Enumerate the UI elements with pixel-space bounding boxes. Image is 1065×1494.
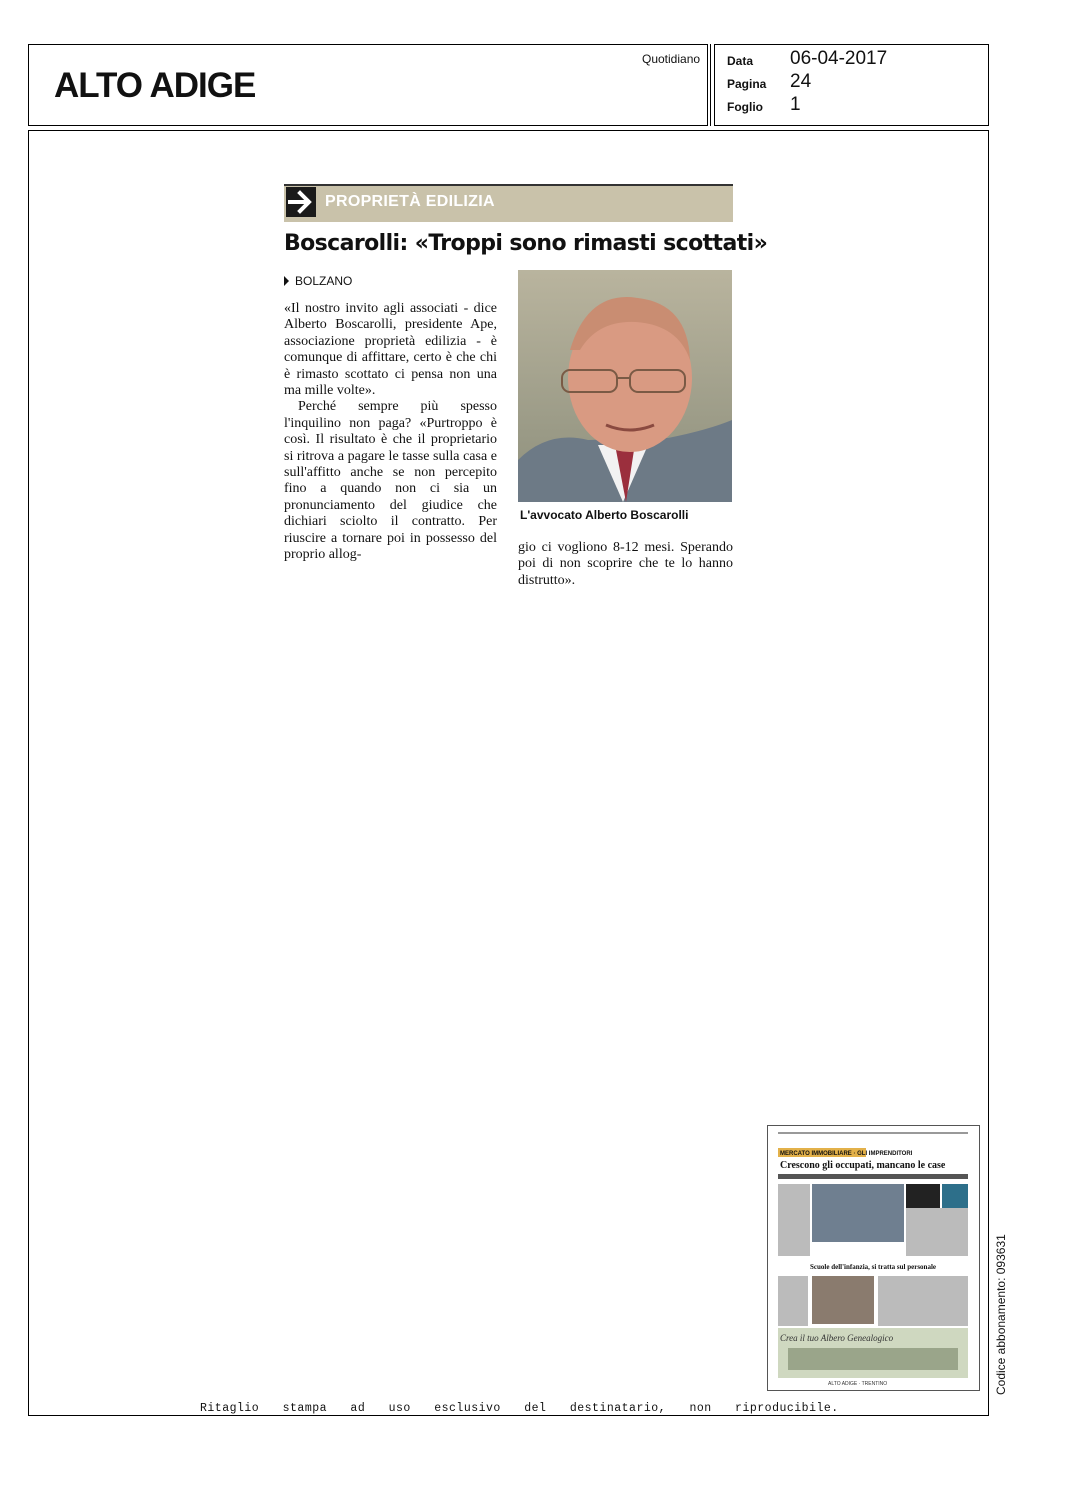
date-value: 06-04-2017 — [790, 48, 888, 69]
sheet-label: Foglio — [727, 100, 763, 114]
sheet-value: 1 — [790, 94, 801, 115]
publication-type: Quotidiano — [642, 52, 701, 66]
thumbnail-title: Crescono gli occupati, mancano le case — [780, 1160, 946, 1171]
thumbnail-ad: Crea il tuo Albero Genealogico — [780, 1333, 894, 1343]
bullet-icon — [284, 276, 289, 286]
header-divider — [710, 44, 711, 126]
article-column-1 — [284, 301, 497, 564]
article-column-2: gio ci vogliono 8-12 mesi. Sperando poi di non scoprire che te lo hanno distrutto». — [518, 540, 733, 588]
subscription-code: Codice abbonamento: 093631 — [994, 1234, 1008, 1395]
arrow-right-icon — [286, 187, 316, 217]
thumbnail-subtitle: Scuole dell'infanzia, si tratta sul personale — [810, 1263, 936, 1271]
newspaper-logo: ALTO ADIGE — [54, 66, 256, 105]
date-label: Data — [727, 54, 754, 68]
page-label: Pagina — [727, 77, 767, 91]
copyright-footer: Ritaglio stampa ad uso esclusivo del destinatario, non riproducibile. — [200, 1402, 839, 1415]
dateline-text: BOLZANO — [295, 274, 353, 288]
photo-caption: L'avvocato Alberto Boscarolli — [520, 508, 689, 522]
dateline — [284, 274, 352, 288]
paragraph: Perché sempre più spesso l'inquilino non paga? «Purtroppo è così. Il risultato è che il proprietario si ritrova a pagare le tasse sulla casa e sull'affitto anche se non percepito fino a quando non ci sia un pronunciamento del giudice che dichiari sciolto il contratto. Per riuscire a tornare poi in possesso del proprio allog- — [284, 399, 497, 563]
page-thumbnail — [767, 1125, 980, 1391]
page-value: 24 — [790, 71, 812, 92]
thumbnail-kicker: MERCATO IMMOBILIARE · GLI IMPRENDITORI — [780, 1151, 913, 1157]
thumbnail-ad-footer: ALTO ADIGE · TRENTINO — [828, 1381, 888, 1387]
section-kicker: PROPRIETÀ EDILIZIA — [325, 193, 495, 210]
portrait-photo — [518, 270, 732, 502]
paragraph: «Il nostro invito agli associati - dice Alberto Boscarolli, presidente Ape, associazione proprietà edilizia - è comunque di affittare, certo è che chi è rimasto scottato ci pensa non una ma mille volte». — [284, 301, 497, 399]
article-headline: Boscarolli: «Troppi sono rimasti scottati» — [284, 231, 768, 256]
